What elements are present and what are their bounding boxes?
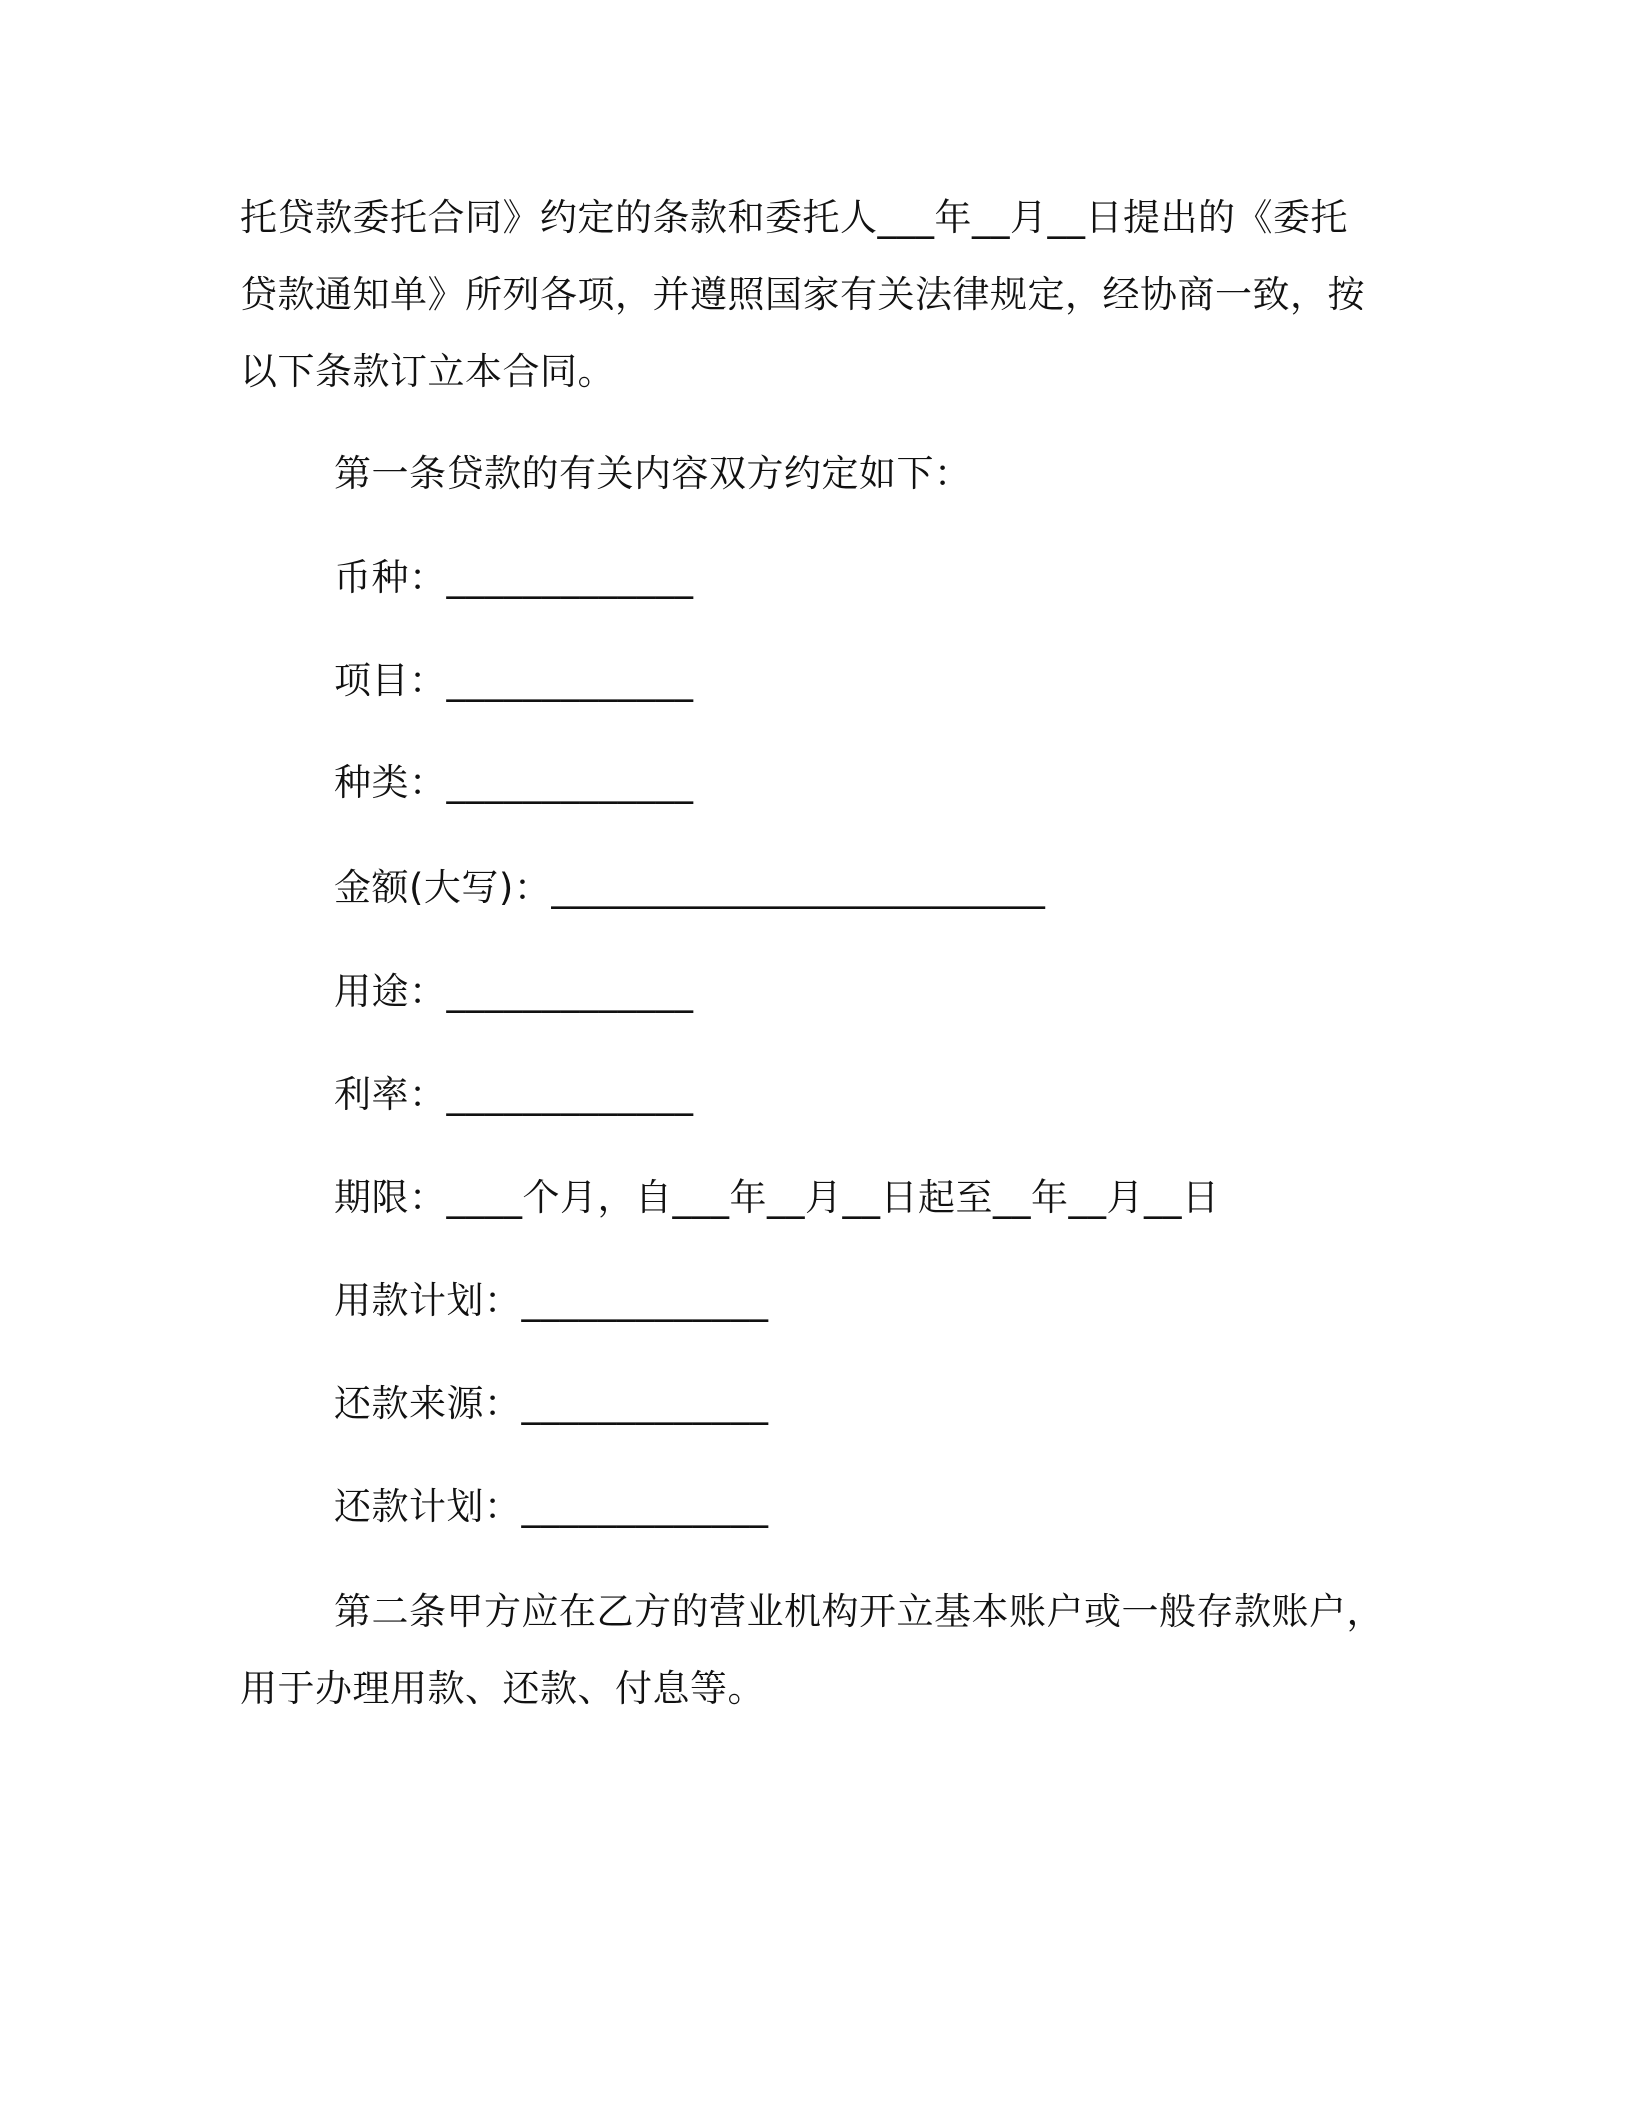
field-repayment-source: 还款来源：_____________	[334, 1382, 769, 1425]
field-interest-rate: 利率：_____________	[334, 1073, 694, 1116]
field-repayment-plan: 还款计划：_____________	[334, 1485, 769, 1528]
article-2-line-2: 用于办理用款、还款、付息等。	[240, 1667, 765, 1710]
field-usage-plan: 用款计划：_____________	[334, 1279, 769, 1322]
article-2-line-1: 第二条甲方应在乙方的营业机构开立基本账户或一般存款账户，	[334, 1590, 1384, 1633]
intro-line-3: 以下条款订立本合同。	[240, 350, 615, 393]
intro-line-2: 贷款通知单》所列各项，并遵照国家有关法律规定，经协商一致，按	[240, 273, 1365, 316]
field-term: 期限：____个月，自___年__月__日起至__年__月__日	[334, 1176, 1220, 1219]
field-purpose: 用途：_____________	[334, 970, 694, 1013]
intro-line-1: 托贷款委托合同》约定的条款和委托人___年__月__日提出的《委托	[240, 196, 1348, 239]
field-project: 项目：_____________	[334, 659, 694, 702]
field-amount: 金额(大写)：__________________________	[334, 866, 1046, 909]
article-1-heading: 第一条贷款的有关内容双方约定如下：	[334, 452, 972, 495]
field-category: 种类：_____________	[334, 761, 694, 804]
field-currency: 币种：_____________	[334, 556, 694, 599]
